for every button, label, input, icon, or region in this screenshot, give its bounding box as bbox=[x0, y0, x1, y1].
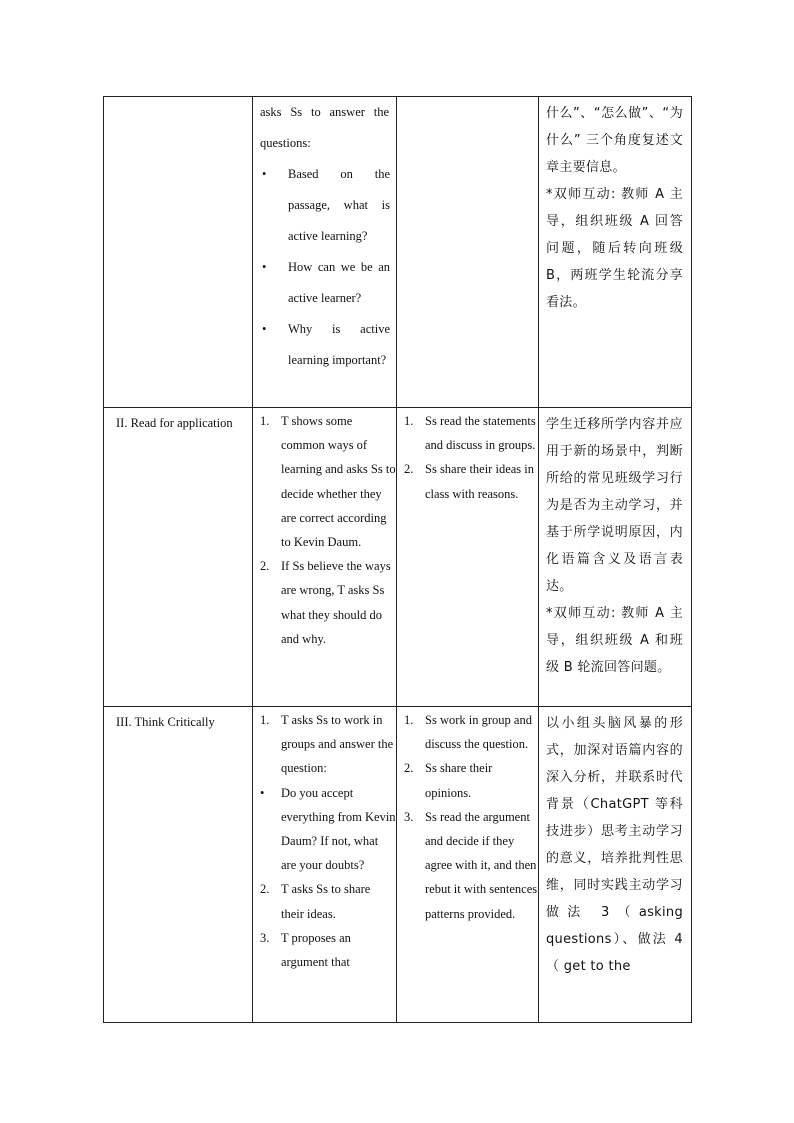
list-item: 2. Ss share their opinions. bbox=[404, 761, 493, 800]
list-item: 1. T shows some common ways of learning and asks Ss to decide whether they are correct according to Kevin Daum. bbox=[260, 414, 396, 550]
teacher-steps-list bbox=[253, 707, 396, 974]
student-steps-list bbox=[397, 707, 538, 926]
list-item: • Why is active learning important? bbox=[262, 322, 390, 367]
list-item: 2. T asks Ss to share their ideas. bbox=[260, 882, 371, 921]
student-steps-list bbox=[397, 408, 538, 506]
list-item: 3. Ss read the argument and decide if they agree with it, and then rebut it with sentences patterns provided. bbox=[404, 809, 538, 921]
teacher-question-list bbox=[253, 159, 396, 376]
list-item: 1. T asks Ss to work in groups and answer the question: bbox=[260, 713, 394, 776]
list-item: 2. Ss share their ideas in class with reasons. bbox=[404, 462, 535, 501]
purpose-cell bbox=[539, 97, 692, 408]
teacher-steps-list bbox=[253, 408, 396, 651]
teacher-intro: asks Ss to answer the questions: bbox=[260, 105, 389, 150]
list-item: • How can we be an active learner? bbox=[262, 260, 390, 305]
teacher-activity-cell bbox=[253, 707, 397, 1023]
student-activity-cell bbox=[397, 707, 539, 1023]
lesson-plan-table bbox=[103, 96, 692, 1023]
purpose-cell bbox=[539, 707, 692, 1023]
table-row bbox=[104, 97, 692, 408]
student-activity-cell bbox=[397, 97, 539, 408]
purpose-note: *双师互动: 教师 A 主导，组织班级 A 回答问题，随后转向班级 B，两班学生轮流分享看法。 bbox=[546, 187, 683, 310]
stage-cell: III. Think Critically bbox=[104, 707, 253, 1023]
list-item: • Do you accept everything from Kevin Daum? If not, what are your doubts? bbox=[260, 785, 396, 873]
list-item: 1. Ss work in group and discuss the question. bbox=[404, 713, 532, 752]
student-activity-cell bbox=[397, 408, 539, 707]
list-item: 3. T proposes an argument that bbox=[260, 930, 351, 970]
list-item: 2. If Ss believe the ways are wrong, T asks Ss what they should do and why. bbox=[260, 559, 391, 646]
table-row bbox=[104, 707, 692, 1023]
teacher-activity-cell bbox=[253, 97, 397, 408]
list-item: 1. Ss read the statements and discuss in groups. bbox=[404, 414, 536, 453]
purpose-text: 什么”、“怎么做”、“为什么” 三个角度复述文章主要信息。 bbox=[546, 106, 683, 175]
table-row bbox=[104, 408, 692, 707]
stage-cell: II. Read for application bbox=[104, 408, 253, 707]
list-item: • Based on the passage, what is active learning? bbox=[262, 167, 390, 243]
purpose-text: 学生迁移所学内容并应用于新的场景中，判断所给的常见班级学习行为是否为主动学习，并基于所学说明原因，内化语篇含义及语言表达。 bbox=[546, 417, 683, 594]
stage-cell bbox=[104, 97, 253, 408]
purpose-text: 以小组头脑风暴的形式，加深对语篇内容的深入分析，并联系时代背景（ChatGPT 等科技进步）思考主动学习的意义，培养批判性思维，同时实践主动学习做法 3（asking questions）、做法 4（ get to the bbox=[546, 716, 683, 974]
purpose-note: *双师互动: 教师 A 主导，组织班级 A 和班级 B 轮流回答问题。 bbox=[546, 606, 683, 675]
purpose-cell bbox=[539, 408, 692, 707]
teacher-activity-cell bbox=[253, 408, 397, 707]
